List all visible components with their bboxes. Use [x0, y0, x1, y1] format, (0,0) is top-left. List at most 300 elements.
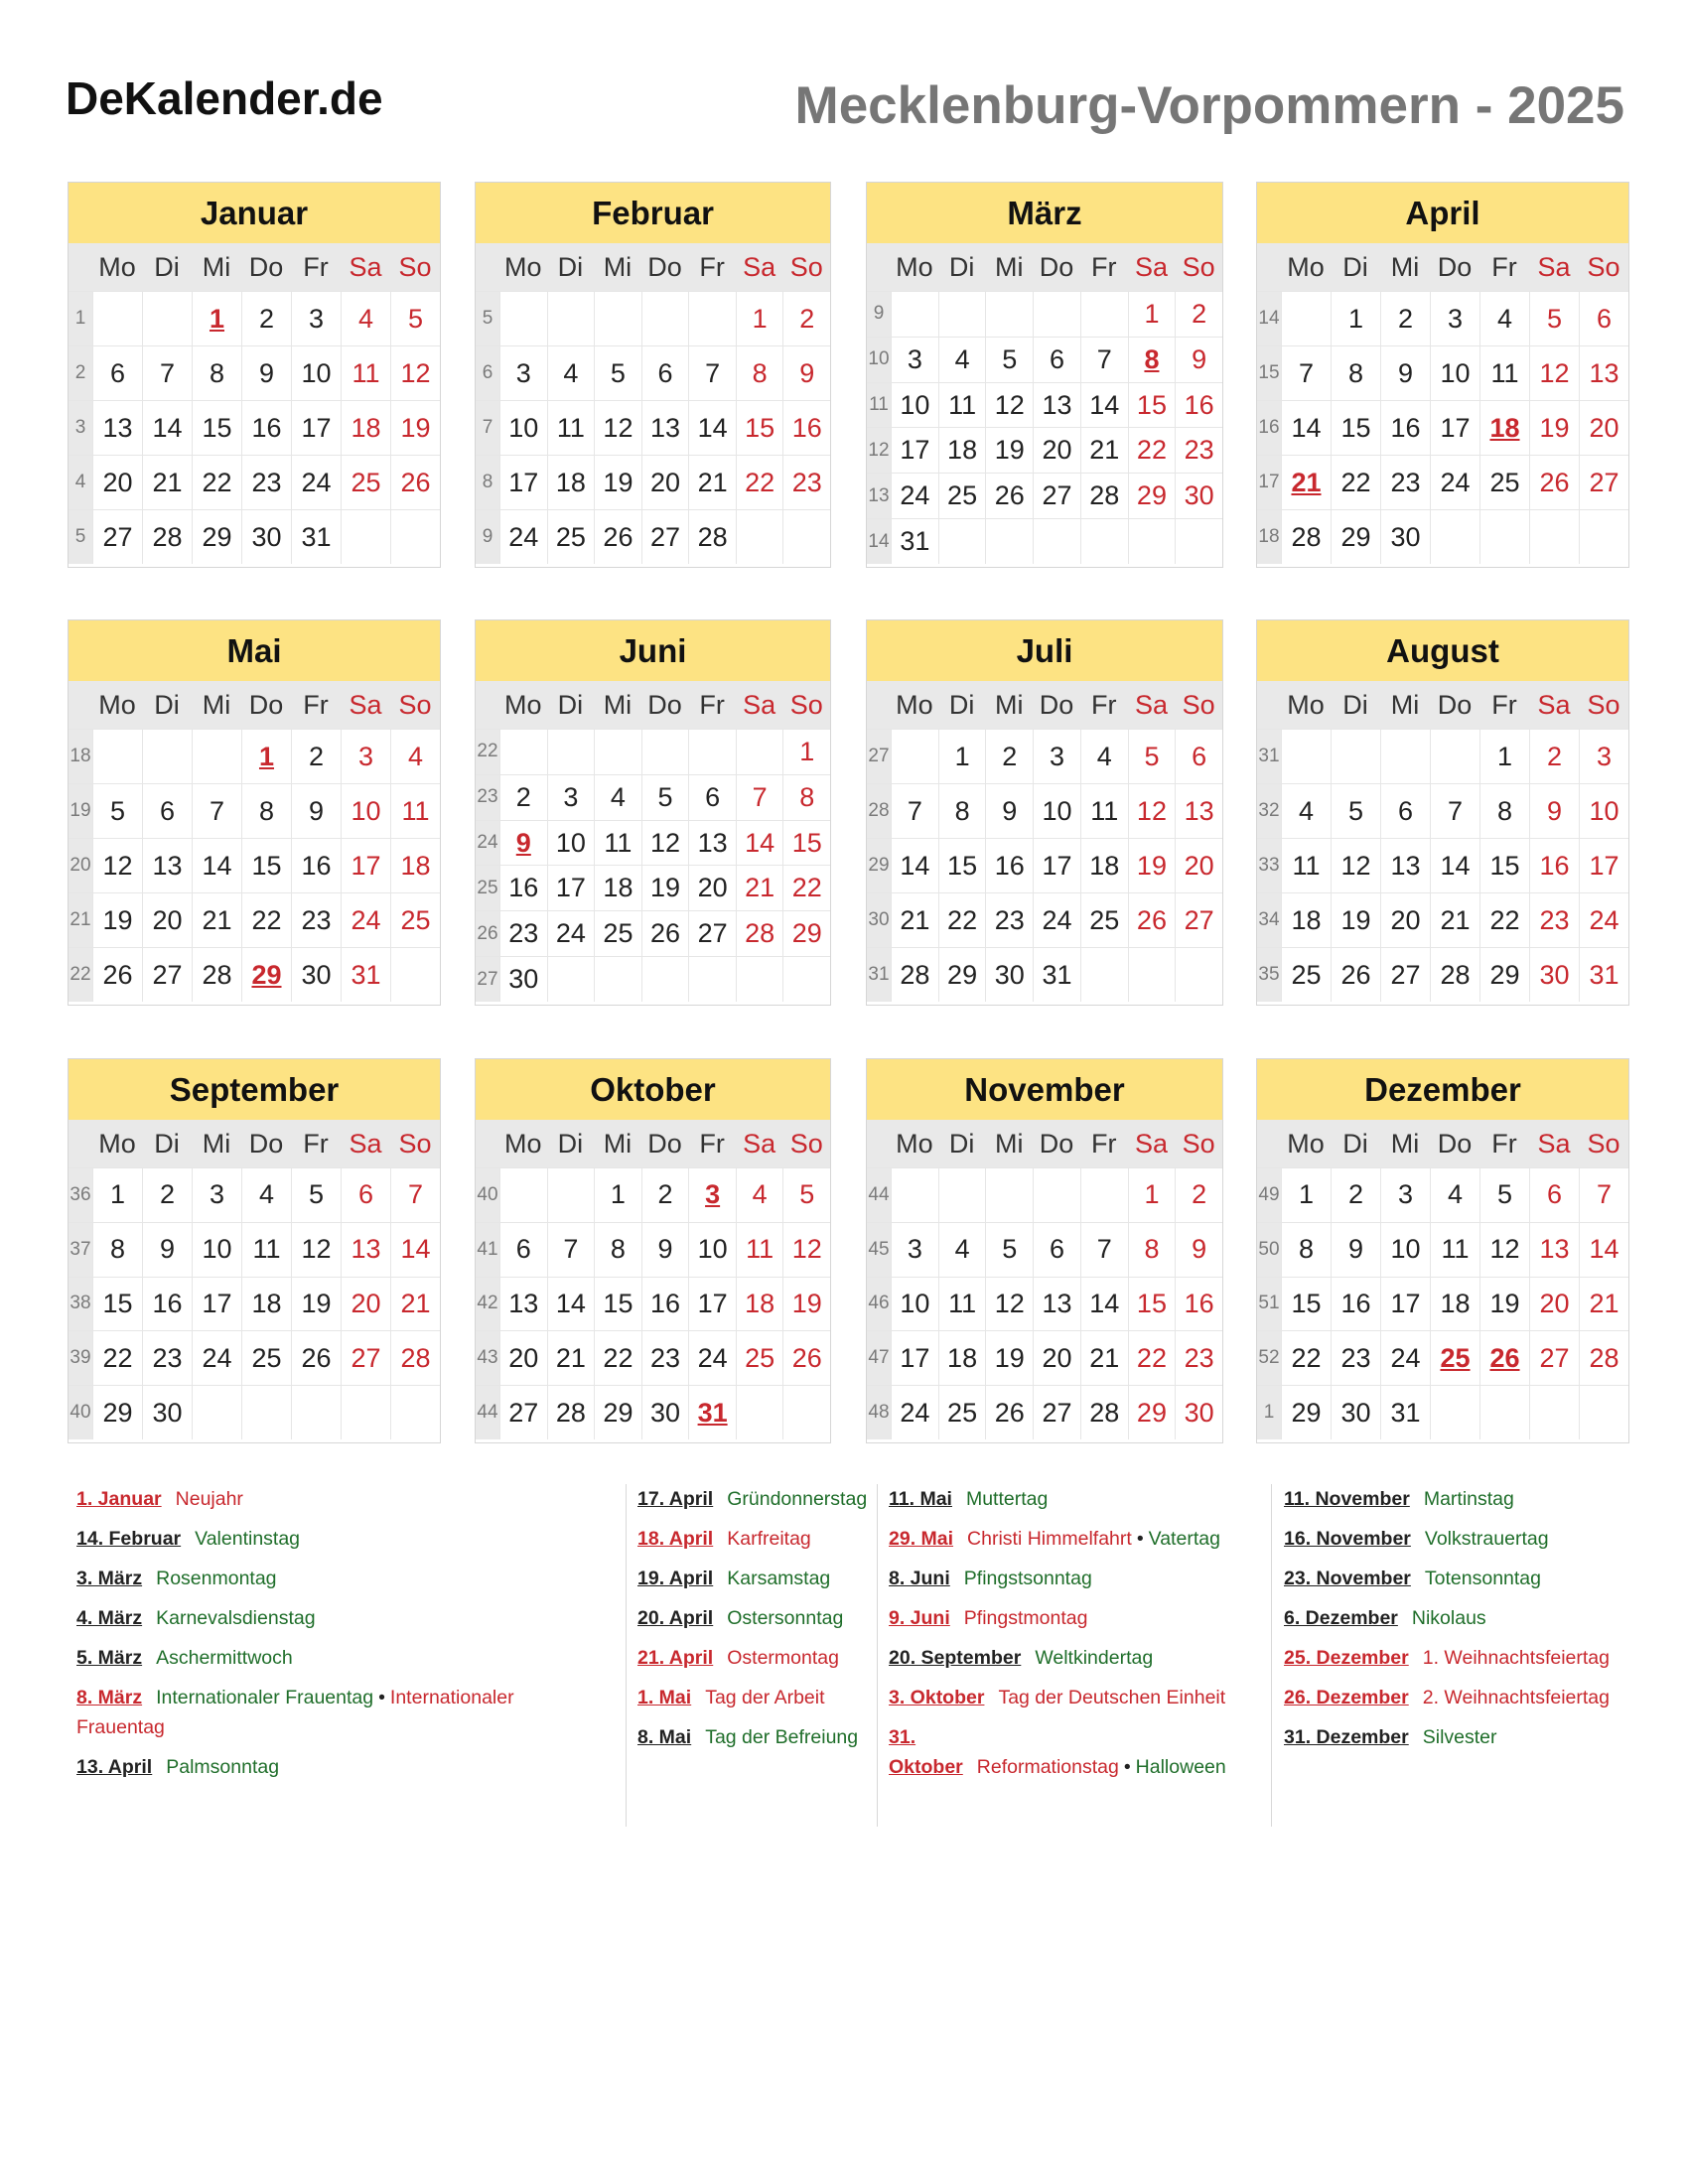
day-cell[interactable]: 26 [92, 948, 142, 1002]
empty-day-cell[interactable] [1080, 948, 1128, 1002]
day-cell[interactable]: 23 [1380, 456, 1430, 509]
day-cell[interactable]: 16 [782, 401, 830, 455]
empty-day-cell[interactable] [241, 1386, 291, 1439]
empty-day-cell[interactable] [1579, 1386, 1628, 1439]
day-cell[interactable]: 19 [1479, 1278, 1529, 1331]
day-cell[interactable]: 16 [1380, 401, 1430, 455]
empty-day-cell[interactable] [1175, 948, 1222, 1002]
day-cell[interactable]: 26 [390, 456, 440, 509]
day-cell[interactable]: 11 [736, 1223, 783, 1277]
day-cell[interactable]: 1 [782, 730, 830, 774]
day-cell[interactable]: 28 [891, 948, 938, 1002]
empty-day-cell[interactable] [1430, 510, 1479, 564]
day-cell[interactable]: 22 [1128, 1331, 1176, 1385]
day-cell[interactable]: 12 [1331, 839, 1380, 892]
empty-day-cell[interactable] [1033, 519, 1080, 564]
day-cell[interactable]: 29 [1128, 474, 1176, 518]
day-cell[interactable]: 25 [1430, 1331, 1479, 1385]
day-cell[interactable]: 12 [1128, 784, 1176, 838]
day-cell[interactable]: 15 [92, 1278, 142, 1331]
day-cell[interactable]: 5 [782, 1168, 830, 1222]
empty-day-cell[interactable] [1430, 1386, 1479, 1439]
day-cell[interactable]: 22 [1281, 1331, 1331, 1385]
day-cell[interactable]: 17 [499, 456, 547, 509]
day-cell[interactable]: 6 [92, 346, 142, 400]
empty-day-cell[interactable] [547, 292, 595, 345]
day-cell[interactable]: 13 [341, 1223, 390, 1277]
day-cell[interactable]: 19 [390, 401, 440, 455]
empty-day-cell[interactable] [1033, 1168, 1080, 1222]
day-cell[interactable]: 9 [985, 784, 1033, 838]
day-cell[interactable]: 5 [1128, 730, 1176, 783]
day-cell[interactable]: 23 [1175, 1331, 1222, 1385]
empty-day-cell[interactable] [1175, 519, 1222, 564]
day-cell[interactable]: 23 [1529, 893, 1579, 947]
empty-day-cell[interactable] [594, 957, 641, 1002]
day-cell[interactable]: 14 [1080, 1278, 1128, 1331]
day-cell[interactable]: 21 [142, 456, 192, 509]
day-cell[interactable]: 30 [142, 1386, 192, 1439]
day-cell[interactable]: 3 [291, 292, 341, 345]
empty-day-cell[interactable] [891, 730, 938, 783]
day-cell[interactable]: 9 [499, 821, 547, 866]
day-cell[interactable]: 5 [390, 292, 440, 345]
day-cell[interactable]: 28 [390, 1331, 440, 1385]
day-cell[interactable]: 11 [938, 1278, 986, 1331]
day-cell[interactable]: 15 [1128, 1278, 1176, 1331]
day-cell[interactable]: 4 [241, 1168, 291, 1222]
empty-day-cell[interactable] [547, 730, 595, 774]
day-cell[interactable]: 16 [985, 839, 1033, 892]
empty-day-cell[interactable] [1080, 519, 1128, 564]
day-cell[interactable]: 9 [782, 346, 830, 400]
day-cell[interactable]: 7 [1430, 784, 1479, 838]
day-cell[interactable]: 21 [891, 893, 938, 947]
empty-day-cell[interactable] [547, 1168, 595, 1222]
day-cell[interactable]: 20 [1175, 839, 1222, 892]
day-cell[interactable]: 29 [192, 510, 241, 564]
day-cell[interactable]: 5 [1331, 784, 1380, 838]
day-cell[interactable]: 9 [641, 1223, 689, 1277]
day-cell[interactable]: 8 [736, 346, 783, 400]
empty-day-cell[interactable] [736, 730, 783, 774]
day-cell[interactable]: 25 [594, 911, 641, 956]
day-cell[interactable]: 6 [1579, 292, 1628, 345]
day-cell[interactable]: 10 [499, 401, 547, 455]
day-cell[interactable]: 26 [985, 474, 1033, 518]
empty-day-cell[interactable] [192, 730, 241, 783]
day-cell[interactable]: 15 [1281, 1278, 1331, 1331]
day-cell[interactable]: 16 [499, 866, 547, 910]
day-cell[interactable]: 31 [891, 519, 938, 564]
empty-day-cell[interactable] [985, 1168, 1033, 1222]
empty-day-cell[interactable] [782, 1386, 830, 1439]
empty-day-cell[interactable] [641, 957, 689, 1002]
day-cell[interactable]: 21 [1281, 456, 1331, 509]
empty-day-cell[interactable] [1430, 730, 1479, 783]
empty-day-cell[interactable] [1128, 519, 1176, 564]
day-cell[interactable]: 24 [891, 474, 938, 518]
day-cell[interactable]: 19 [985, 428, 1033, 473]
day-cell[interactable]: 25 [938, 474, 986, 518]
empty-day-cell[interactable] [1479, 510, 1529, 564]
day-cell[interactable]: 7 [390, 1168, 440, 1222]
day-cell[interactable]: 11 [547, 401, 595, 455]
day-cell[interactable]: 6 [499, 1223, 547, 1277]
day-cell[interactable]: 8 [192, 346, 241, 400]
day-cell[interactable]: 15 [938, 839, 986, 892]
day-cell[interactable]: 27 [142, 948, 192, 1002]
empty-day-cell[interactable] [641, 730, 689, 774]
day-cell[interactable]: 26 [1529, 456, 1579, 509]
day-cell[interactable]: 27 [1529, 1331, 1579, 1385]
day-cell[interactable]: 29 [241, 948, 291, 1002]
day-cell[interactable]: 11 [1080, 784, 1128, 838]
day-cell[interactable]: 21 [688, 456, 736, 509]
day-cell[interactable]: 11 [1430, 1223, 1479, 1277]
day-cell[interactable]: 18 [938, 428, 986, 473]
day-cell[interactable]: 26 [782, 1331, 830, 1385]
day-cell[interactable]: 8 [1331, 346, 1380, 400]
day-cell[interactable]: 3 [1430, 292, 1479, 345]
day-cell[interactable]: 24 [891, 1386, 938, 1439]
empty-day-cell[interactable] [499, 730, 547, 774]
day-cell[interactable]: 9 [1331, 1223, 1380, 1277]
day-cell[interactable]: 25 [1281, 948, 1331, 1002]
day-cell[interactable]: 26 [1479, 1331, 1529, 1385]
day-cell[interactable]: 11 [938, 383, 986, 428]
day-cell[interactable]: 8 [1281, 1223, 1331, 1277]
day-cell[interactable]: 31 [1579, 948, 1628, 1002]
day-cell[interactable]: 3 [341, 730, 390, 783]
day-cell[interactable]: 10 [891, 383, 938, 428]
day-cell[interactable]: 13 [641, 401, 689, 455]
day-cell[interactable]: 25 [1479, 456, 1529, 509]
day-cell[interactable]: 27 [1033, 474, 1080, 518]
day-cell[interactable]: 14 [891, 839, 938, 892]
day-cell[interactable]: 12 [594, 401, 641, 455]
empty-day-cell[interactable] [390, 948, 440, 1002]
day-cell[interactable]: 5 [985, 338, 1033, 382]
day-cell[interactable]: 6 [142, 784, 192, 838]
day-cell[interactable]: 18 [1479, 401, 1529, 455]
day-cell[interactable]: 2 [641, 1168, 689, 1222]
day-cell[interactable]: 20 [688, 866, 736, 910]
day-cell[interactable]: 4 [547, 346, 595, 400]
day-cell[interactable]: 1 [241, 730, 291, 783]
day-cell[interactable]: 10 [341, 784, 390, 838]
day-cell[interactable]: 25 [547, 510, 595, 564]
day-cell[interactable]: 22 [1479, 893, 1529, 947]
day-cell[interactable]: 3 [891, 338, 938, 382]
empty-day-cell[interactable] [142, 292, 192, 345]
empty-day-cell[interactable] [390, 1386, 440, 1439]
day-cell[interactable]: 10 [1579, 784, 1628, 838]
day-cell[interactable]: 9 [142, 1223, 192, 1277]
day-cell[interactable]: 4 [341, 292, 390, 345]
day-cell[interactable]: 24 [1430, 456, 1479, 509]
day-cell[interactable]: 15 [241, 839, 291, 892]
empty-day-cell[interactable] [1331, 730, 1380, 783]
day-cell[interactable]: 5 [985, 1223, 1033, 1277]
day-cell[interactable]: 12 [641, 821, 689, 866]
day-cell[interactable]: 3 [688, 1168, 736, 1222]
day-cell[interactable]: 10 [891, 1278, 938, 1331]
day-cell[interactable]: 25 [390, 893, 440, 947]
day-cell[interactable]: 22 [1331, 456, 1380, 509]
day-cell[interactable]: 11 [241, 1223, 291, 1277]
day-cell[interactable]: 14 [1080, 383, 1128, 428]
day-cell[interactable]: 15 [1331, 401, 1380, 455]
day-cell[interactable]: 18 [547, 456, 595, 509]
day-cell[interactable]: 28 [1080, 474, 1128, 518]
empty-day-cell[interactable] [291, 1386, 341, 1439]
day-cell[interactable]: 16 [1175, 1278, 1222, 1331]
day-cell[interactable]: 1 [92, 1168, 142, 1222]
day-cell[interactable]: 22 [594, 1331, 641, 1385]
empty-day-cell[interactable] [1380, 730, 1430, 783]
day-cell[interactable]: 19 [291, 1278, 341, 1331]
day-cell[interactable]: 17 [341, 839, 390, 892]
day-cell[interactable]: 15 [736, 401, 783, 455]
empty-day-cell[interactable] [341, 510, 390, 564]
day-cell[interactable]: 12 [782, 1223, 830, 1277]
site-logo[interactable]: DeKalender.de [66, 72, 383, 124]
day-cell[interactable]: 8 [1128, 1223, 1176, 1277]
day-cell[interactable]: 20 [1033, 1331, 1080, 1385]
day-cell[interactable]: 17 [547, 866, 595, 910]
day-cell[interactable]: 22 [92, 1331, 142, 1385]
empty-day-cell[interactable] [341, 1386, 390, 1439]
empty-day-cell[interactable] [1529, 510, 1579, 564]
empty-day-cell[interactable] [1479, 1386, 1529, 1439]
day-cell[interactable]: 30 [985, 948, 1033, 1002]
day-cell[interactable]: 18 [1080, 839, 1128, 892]
day-cell[interactable]: 18 [1281, 893, 1331, 947]
day-cell[interactable]: 17 [1430, 401, 1479, 455]
day-cell[interactable]: 6 [1380, 784, 1430, 838]
empty-day-cell[interactable] [736, 510, 783, 564]
day-cell[interactable]: 30 [1380, 510, 1430, 564]
day-cell[interactable]: 16 [241, 401, 291, 455]
day-cell[interactable]: 31 [688, 1386, 736, 1439]
day-cell[interactable]: 13 [1175, 784, 1222, 838]
day-cell[interactable]: 6 [688, 775, 736, 820]
day-cell[interactable]: 30 [291, 948, 341, 1002]
day-cell[interactable]: 24 [192, 1331, 241, 1385]
empty-day-cell[interactable] [1579, 510, 1628, 564]
day-cell[interactable]: 29 [938, 948, 986, 1002]
day-cell[interactable]: 13 [688, 821, 736, 866]
day-cell[interactable]: 29 [782, 911, 830, 956]
day-cell[interactable]: 24 [499, 510, 547, 564]
day-cell[interactable]: 24 [1033, 893, 1080, 947]
day-cell[interactable]: 2 [499, 775, 547, 820]
day-cell[interactable]: 13 [92, 401, 142, 455]
day-cell[interactable]: 23 [1175, 428, 1222, 473]
day-cell[interactable]: 3 [891, 1223, 938, 1277]
day-cell[interactable]: 20 [641, 456, 689, 509]
day-cell[interactable]: 1 [192, 292, 241, 345]
day-cell[interactable]: 4 [1430, 1168, 1479, 1222]
day-cell[interactable]: 14 [688, 401, 736, 455]
day-cell[interactable]: 6 [641, 346, 689, 400]
empty-day-cell[interactable] [594, 730, 641, 774]
day-cell[interactable]: 2 [1175, 1168, 1222, 1222]
day-cell[interactable]: 26 [594, 510, 641, 564]
day-cell[interactable]: 18 [241, 1278, 291, 1331]
day-cell[interactable]: 7 [1080, 338, 1128, 382]
empty-day-cell[interactable] [985, 292, 1033, 337]
day-cell[interactable]: 26 [291, 1331, 341, 1385]
empty-day-cell[interactable] [92, 730, 142, 783]
day-cell[interactable]: 18 [1430, 1278, 1479, 1331]
day-cell[interactable]: 16 [291, 839, 341, 892]
day-cell[interactable]: 3 [1033, 730, 1080, 783]
day-cell[interactable]: 20 [1579, 401, 1628, 455]
day-cell[interactable]: 23 [291, 893, 341, 947]
day-cell[interactable]: 16 [1331, 1278, 1380, 1331]
empty-day-cell[interactable] [1128, 948, 1176, 1002]
day-cell[interactable]: 18 [390, 839, 440, 892]
day-cell[interactable]: 13 [1033, 1278, 1080, 1331]
day-cell[interactable]: 23 [142, 1331, 192, 1385]
day-cell[interactable]: 20 [1529, 1278, 1579, 1331]
day-cell[interactable]: 17 [1033, 839, 1080, 892]
day-cell[interactable]: 4 [938, 1223, 986, 1277]
day-cell[interactable]: 5 [92, 784, 142, 838]
day-cell[interactable]: 20 [142, 893, 192, 947]
day-cell[interactable]: 12 [985, 1278, 1033, 1331]
day-cell[interactable]: 14 [142, 401, 192, 455]
day-cell[interactable]: 26 [1331, 948, 1380, 1002]
day-cell[interactable]: 31 [1033, 948, 1080, 1002]
day-cell[interactable]: 27 [1380, 948, 1430, 1002]
day-cell[interactable]: 22 [736, 456, 783, 509]
day-cell[interactable]: 20 [1033, 428, 1080, 473]
day-cell[interactable]: 22 [1128, 428, 1176, 473]
empty-day-cell[interactable] [390, 510, 440, 564]
empty-day-cell[interactable] [985, 519, 1033, 564]
day-cell[interactable]: 1 [1128, 1168, 1176, 1222]
day-cell[interactable]: 18 [594, 866, 641, 910]
day-cell[interactable]: 8 [594, 1223, 641, 1277]
day-cell[interactable]: 2 [1380, 292, 1430, 345]
day-cell[interactable]: 24 [688, 1331, 736, 1385]
day-cell[interactable]: 31 [1380, 1386, 1430, 1439]
day-cell[interactable]: 4 [390, 730, 440, 783]
day-cell[interactable]: 13 [1529, 1223, 1579, 1277]
day-cell[interactable]: 14 [1430, 839, 1479, 892]
day-cell[interactable]: 12 [985, 383, 1033, 428]
day-cell[interactable]: 14 [736, 821, 783, 866]
empty-day-cell[interactable] [547, 957, 595, 1002]
day-cell[interactable]: 10 [192, 1223, 241, 1277]
day-cell[interactable]: 27 [688, 911, 736, 956]
day-cell[interactable]: 11 [1281, 839, 1331, 892]
day-cell[interactable]: 19 [1128, 839, 1176, 892]
day-cell[interactable]: 14 [192, 839, 241, 892]
day-cell[interactable]: 10 [1380, 1223, 1430, 1277]
day-cell[interactable]: 8 [241, 784, 291, 838]
empty-day-cell[interactable] [688, 957, 736, 1002]
day-cell[interactable]: 6 [341, 1168, 390, 1222]
day-cell[interactable]: 3 [192, 1168, 241, 1222]
day-cell[interactable]: 25 [938, 1386, 986, 1439]
day-cell[interactable]: 11 [1479, 346, 1529, 400]
day-cell[interactable]: 5 [594, 346, 641, 400]
day-cell[interactable]: 12 [291, 1223, 341, 1277]
day-cell[interactable]: 23 [499, 911, 547, 956]
day-cell[interactable]: 30 [241, 510, 291, 564]
day-cell[interactable]: 17 [1380, 1278, 1430, 1331]
day-cell[interactable]: 10 [1430, 346, 1479, 400]
day-cell[interactable]: 15 [1479, 839, 1529, 892]
day-cell[interactable]: 17 [891, 1331, 938, 1385]
day-cell[interactable]: 28 [547, 1386, 595, 1439]
day-cell[interactable]: 24 [547, 911, 595, 956]
day-cell[interactable]: 25 [736, 1331, 783, 1385]
day-cell[interactable]: 21 [1579, 1278, 1628, 1331]
day-cell[interactable]: 18 [341, 401, 390, 455]
day-cell[interactable]: 3 [1380, 1168, 1430, 1222]
day-cell[interactable]: 8 [92, 1223, 142, 1277]
day-cell[interactable]: 22 [241, 893, 291, 947]
day-cell[interactable]: 21 [192, 893, 241, 947]
day-cell[interactable]: 18 [736, 1278, 783, 1331]
day-cell[interactable]: 23 [241, 456, 291, 509]
empty-day-cell[interactable] [1080, 292, 1128, 337]
day-cell[interactable]: 5 [1529, 292, 1579, 345]
day-cell[interactable]: 15 [782, 821, 830, 866]
day-cell[interactable]: 28 [1430, 948, 1479, 1002]
day-cell[interactable]: 25 [241, 1331, 291, 1385]
day-cell[interactable]: 20 [92, 456, 142, 509]
day-cell[interactable]: 6 [1033, 1223, 1080, 1277]
day-cell[interactable]: 23 [641, 1331, 689, 1385]
day-cell[interactable]: 16 [1175, 383, 1222, 428]
day-cell[interactable]: 12 [390, 346, 440, 400]
day-cell[interactable]: 9 [1175, 338, 1222, 382]
empty-day-cell[interactable] [938, 1168, 986, 1222]
day-cell[interactable]: 13 [142, 839, 192, 892]
day-cell[interactable]: 21 [1430, 893, 1479, 947]
day-cell[interactable]: 1 [736, 292, 783, 345]
day-cell[interactable]: 8 [1128, 338, 1176, 382]
day-cell[interactable]: 7 [736, 775, 783, 820]
day-cell[interactable]: 4 [1281, 784, 1331, 838]
day-cell[interactable]: 30 [641, 1386, 689, 1439]
empty-day-cell[interactable] [688, 292, 736, 345]
empty-day-cell[interactable] [736, 957, 783, 1002]
empty-day-cell[interactable] [1281, 292, 1331, 345]
day-cell[interactable]: 27 [499, 1386, 547, 1439]
day-cell[interactable]: 5 [1479, 1168, 1529, 1222]
day-cell[interactable]: 9 [1380, 346, 1430, 400]
empty-day-cell[interactable] [499, 1168, 547, 1222]
day-cell[interactable]: 26 [641, 911, 689, 956]
day-cell[interactable]: 2 [1529, 730, 1579, 783]
day-cell[interactable]: 18 [938, 1331, 986, 1385]
day-cell[interactable]: 25 [1080, 893, 1128, 947]
empty-day-cell[interactable] [891, 292, 938, 337]
day-cell[interactable]: 2 [291, 730, 341, 783]
empty-day-cell[interactable] [499, 292, 547, 345]
day-cell[interactable]: 15 [594, 1278, 641, 1331]
day-cell[interactable]: 21 [390, 1278, 440, 1331]
day-cell[interactable]: 1 [1331, 292, 1380, 345]
day-cell[interactable]: 21 [1080, 1331, 1128, 1385]
